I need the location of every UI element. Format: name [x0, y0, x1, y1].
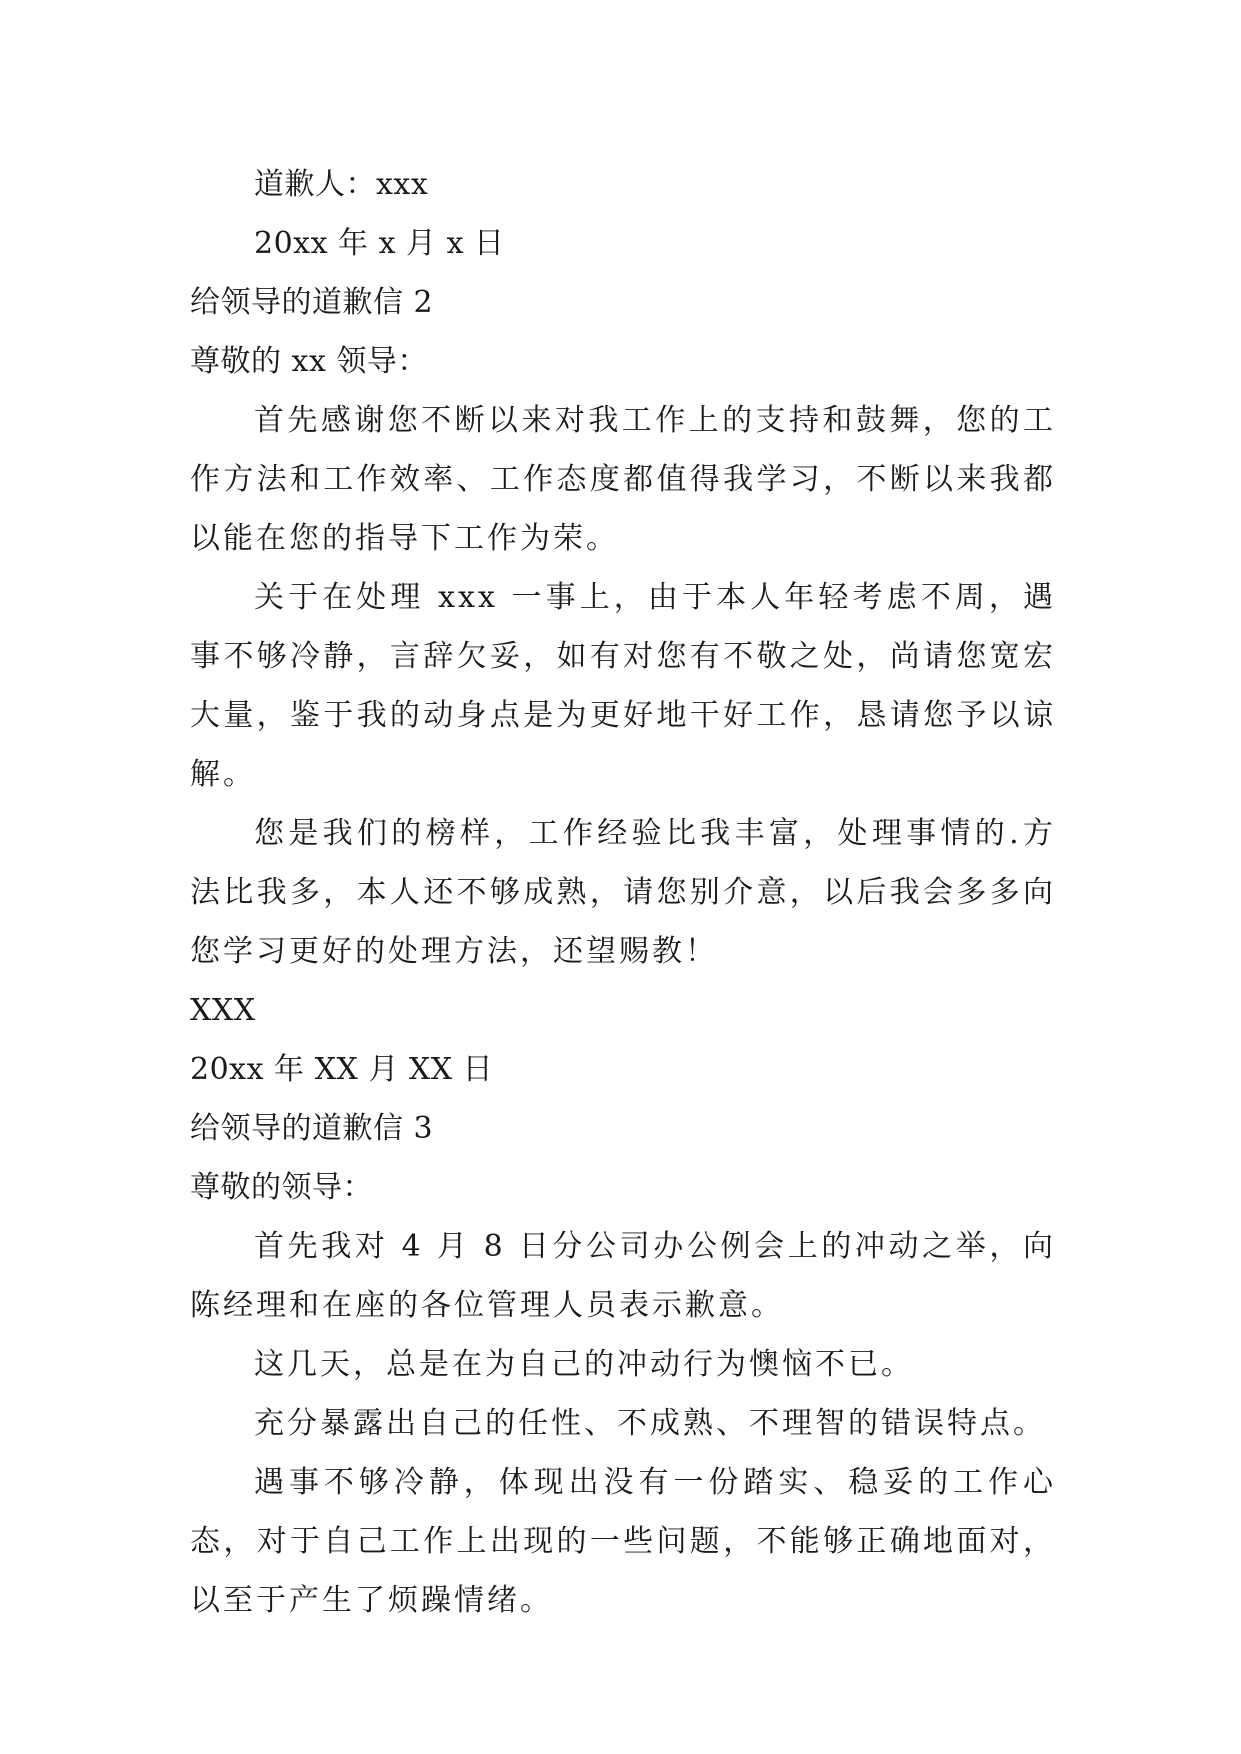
letter2-title: 给领导的道歉信 2 [190, 285, 434, 320]
letter2-date: 20xx 年 XX 月 XX 日 [190, 1052, 494, 1087]
letter3-title: 给领导的道歉信 3 [190, 1111, 434, 1146]
letter2-paragraph: 您是我们的榜样，工作经验比我丰富，处理事情的.方法比我多，本人还不够成熟，请您别介意，以后我会多多向您学习更好的处理方法，还望赐教！ [190, 816, 1056, 969]
letter3-paragraph: 遇事不够冷静，体现出没有一份踏实、稳妥的工作心态，对于自己工作上出现的一些问题，不能够正确地面对，以至于产生了烦躁情绪。 [190, 1465, 1056, 1618]
document-body [190, 155, 1056, 1630]
letter2-paragraph: 首先感谢您不断以来对我工作上的支持和鼓舞，您的工作方法和工作效率、工作态度都值得我学习，不断以来我都以能在您的指导下工作为荣。 [190, 403, 1056, 556]
letter1-signer: 道歉人：xxx [254, 167, 429, 202]
letter2-salutation: 尊敬的 xx 领导： [190, 344, 428, 379]
letter1-date: 20xx 年 x 月 x 日 [254, 226, 505, 261]
letter2-paragraph: 关于在处理 xxx 一事上，由于本人年轻考虑不周，遇事不够冷静，言辞欠妥，如有对您有不敬之处，尚请您宽宏大量，鉴于我的动身点是为更好地干好工作，恳请您予以谅解。 [190, 580, 1056, 792]
letter3-salutation: 尊敬的领导： [190, 1170, 373, 1205]
letter2-signer: XXX [190, 993, 256, 1028]
letter3-paragraph: 充分暴露出自己的任性、不成熟、不理智的错误特点。 [254, 1406, 1046, 1441]
letter3-paragraph: 首先我对 4 月 8 日分公司办公例会上的冲动之举，向陈经理和在座的各位管理人员表示歉意。 [190, 1229, 1056, 1323]
letter3-paragraph: 这几天，总是在为自己的冲动行为懊恼不已。 [254, 1347, 914, 1382]
